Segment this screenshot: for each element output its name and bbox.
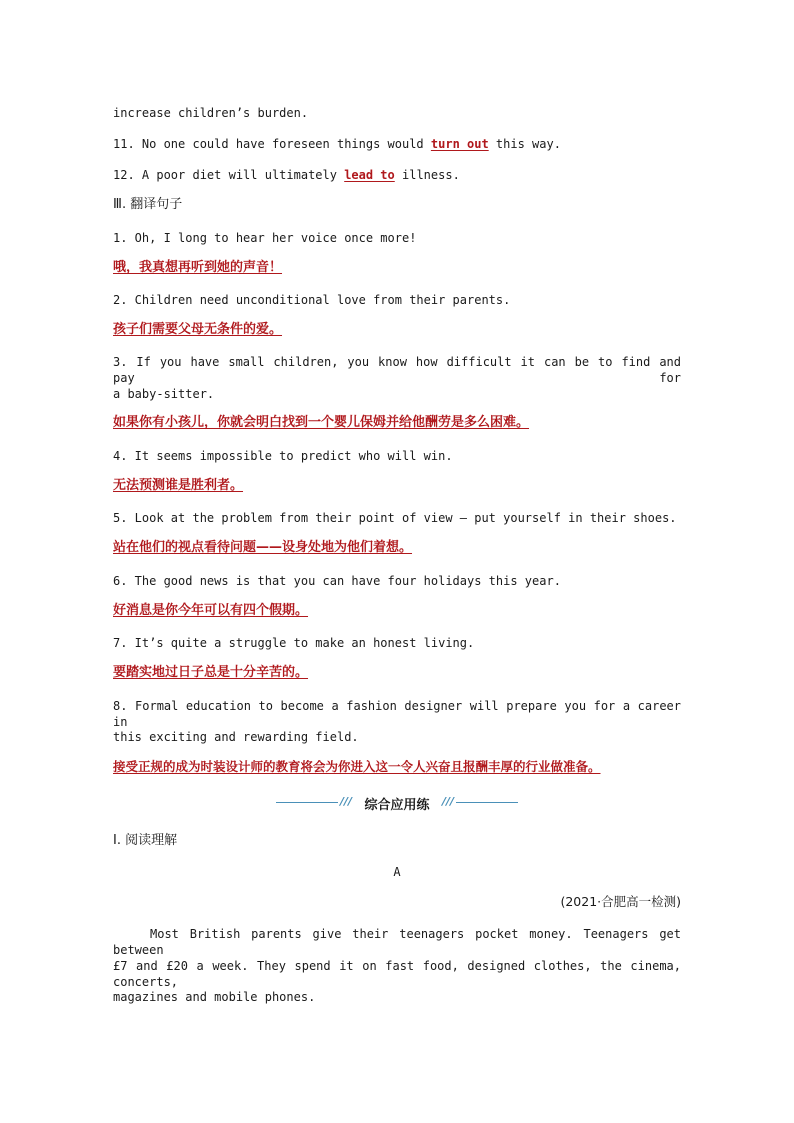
translation-answer: 站在他们的视点看待问题——设身处地为他们着想。	[113, 540, 413, 555]
sentence-text: 11. No one could have foreseen things would	[113, 137, 431, 151]
text-line: increase children’s burden.	[113, 106, 309, 120]
translation-answer: 好消息是你今年可以有四个假期。	[113, 603, 309, 618]
translation-answer: 孩子们需要父母无条件的爱。	[113, 322, 283, 337]
english-sentence: 8. Formal education to become a fashion designer will prepare you for a career in	[113, 699, 681, 729]
banner-slash-icon: ///	[340, 795, 353, 808]
english-sentence: 6. The good news is that you can have four holidays this year.	[113, 574, 561, 588]
translation-answer: 如果你有小孩儿，你就会明白找到一个婴儿保姆并给他酬劳是多么困难。	[113, 415, 530, 430]
english-sentence-cont: a baby-sitter.	[113, 387, 215, 401]
exercise-item-12	[113, 167, 681, 183]
section-heading: Ⅲ. 翻译句子	[113, 197, 183, 212]
section-heading: Ⅰ. 阅读理解	[113, 833, 178, 848]
english-sentence: 1. Oh, I long to hear her voice once more!	[113, 231, 417, 245]
english-sentence: 2. Children need unconditional love from their parents.	[113, 293, 511, 307]
paragraph-line: £7 and £20 a week. They spend it on fast food, designed clothes, the cinema, concerts,	[113, 959, 681, 989]
section-banner	[276, 794, 518, 812]
banner-slash-icon: ///	[441, 795, 454, 808]
english-sentence: 4. It seems impossible to predict who will win.	[113, 449, 453, 463]
english-sentence-cont: this exciting and rewarding field.	[113, 730, 359, 744]
exercise-item-11	[113, 136, 681, 152]
translation-answer: 要踏实地过日子总是十分辛苦的。	[113, 665, 309, 680]
sentence-text: 12. A poor diet will ultimately	[113, 168, 345, 182]
answer-phrase: lead to	[344, 168, 395, 182]
translation-answer: 接受正规的成为时装设计师的教育将会为你进入这一令人兴奋且报酬丰厚的行业做准备。	[113, 759, 601, 774]
banner-rule	[456, 802, 518, 803]
english-sentence: 3. If you have small children, you know how difficult it can be to find and pay for	[113, 355, 681, 385]
banner-title: 综合应用练	[364, 798, 430, 813]
source-citation: (2021·合肥高一检测)	[560, 894, 681, 909]
english-sentence: 7. It’s quite a struggle to make an honest living.	[113, 636, 475, 650]
english-sentence: 5. Look at the problem from their point of view — put yourself in their shoes.	[113, 511, 677, 525]
translation-answer: 哦，我真想再听到她的声音！	[113, 260, 283, 275]
paragraph-line: Most British parents give their teenagers pocket money. Teenagers get between	[113, 927, 681, 957]
passage-label: A	[393, 865, 401, 879]
sentence-text: this way.	[488, 137, 561, 151]
paragraph-line: magazines and mobile phones.	[113, 990, 316, 1004]
answer-phrase: turn out	[430, 137, 489, 151]
sentence-text: illness.	[394, 168, 460, 182]
translation-answer: 无法预测谁是胜利者。	[113, 478, 244, 493]
